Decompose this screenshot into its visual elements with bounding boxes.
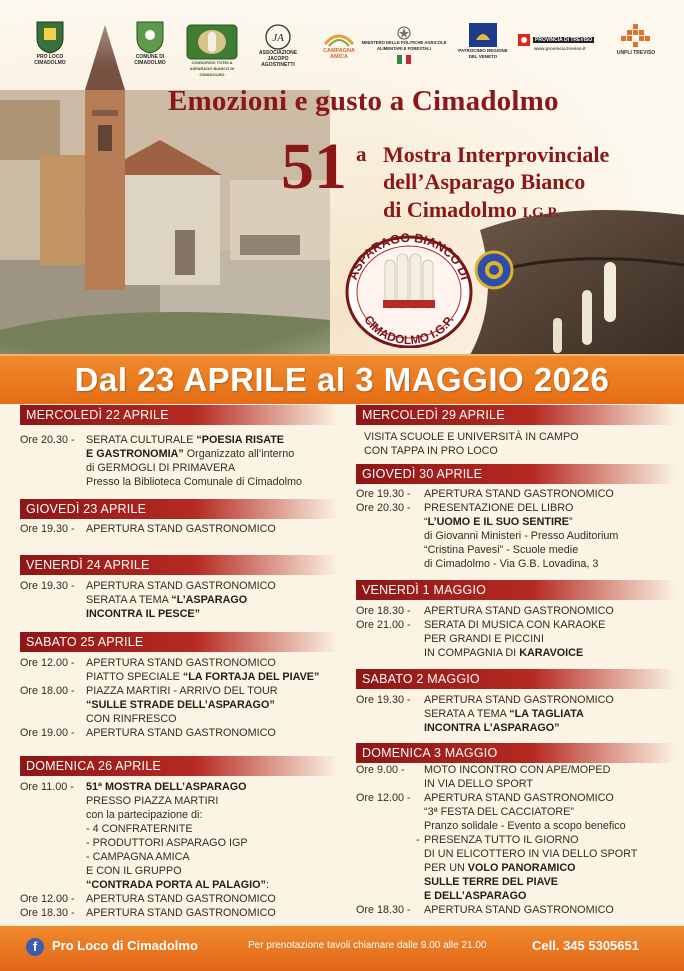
event-text [86,594,247,607]
day-heading: DOMENICA 3 MAGGIO [356,743,676,763]
day-block [20,499,338,535]
event-time: Ore 12.00 - [20,893,75,905]
event-highlight: INCONTRA L’ASPARAGO” [424,722,560,734]
event-text-part: “ [424,516,428,528]
event-text [86,713,177,726]
day-block [356,580,676,659]
event-text [424,605,614,618]
day-heading: GIOVEDÌ 23 APRILE [20,499,338,519]
comune-logo: COMUNE DI CIMADOLMO [130,20,170,66]
event-time: Ore 18.30 - [356,605,411,617]
event-text [424,502,573,515]
event-text-part: MOTO INCONTRO CON APE/MOPED [424,764,611,776]
provincia-treviso-logo: PROVINCIA DI TREVISO www.provincia.treviso.it [518,34,598,52]
event-text-part: APERTURA STAND GASTRONOMICO [424,488,614,500]
event-time: Ore 19.00 - [20,727,75,739]
event-highlight: “L’ASPARAGO [171,594,248,606]
event-text-part: APERTURA STAND GASTRONOMICO [86,907,276,919]
asparagus-badge [345,230,473,348]
event-text [364,431,579,444]
event-text-part: “Cristina Pavesi” - Scuole medie [424,544,579,556]
emblem-icon [397,26,411,40]
event-text-part: CON TAPPA IN PRO LOCO [364,445,498,457]
consorzio-logo: CONSORZIO TUTELA ASPARAGO BIANCO DI CIMADOLMO [184,24,240,78]
consorzio-emblem-icon [186,24,238,60]
subtitle-line-3 [383,197,559,223]
day-block [356,405,676,457]
unpli-dots-icon [621,22,651,50]
event-text [86,809,202,822]
badge-top-text: ASPARAGO BIANCO DI [345,230,473,282]
event-time: Ore 12.00 - [20,657,75,669]
event-text-part: APERTURA STAND GASTRONOMICO [424,792,614,804]
day-heading: MERCOLEDÌ 29 APRILE [356,405,676,425]
event-text-part: PER UN [424,862,468,874]
event-text-part: CON RINFRESCO [86,713,177,725]
event-text [424,722,560,735]
day-heading: DOMENICA 26 APRILE [20,756,338,776]
event-highlight: E GASTRONOMIA” [86,448,184,460]
event-text-part: SERATA A TEMA [86,594,172,606]
event-text-part: APERTURA STAND GASTRONOMICO [424,694,614,706]
ja-logo: JA ASSOCIAZIONE JACOPO AGOSTINETTI [252,24,304,68]
event-text [424,764,610,777]
event-text [424,848,637,861]
italy-flag-icon [397,55,411,64]
shield-icon [35,20,65,54]
event-text-part: - PRODUTTORI ASPARAGO IGP [86,837,248,849]
event-time: Ore 11.00 - [20,781,74,793]
event-text [424,778,533,791]
event-text [424,792,614,805]
facebook-icon[interactable]: f [26,938,44,956]
event-text [424,488,614,501]
day-block [356,669,676,734]
event-text [86,823,193,836]
event-highlight: “SULLE STRADE DELL’ASPARAGO” [86,699,275,711]
pro-loco-logo: PRO LOCO CIMADOLMO [30,20,70,66]
event-text-part: PRESENZA TUTTO IL GIORNO [424,834,579,846]
event-text [86,795,218,808]
event-text-part: PIATTO SPECIALE [86,671,183,683]
event-text-part: E CON IL GRUPPO [86,865,182,877]
event-time: Ore 12.00 - [356,792,411,804]
event-text-part: APERTURA STAND GASTRONOMICO [424,904,614,916]
sponsor-logos [0,18,684,78]
event-text [86,837,248,850]
event-text [86,907,276,920]
event-time: Ore 19.30 - [20,580,75,592]
event-text [86,865,182,878]
event-highlight: “LA TAGLIATA [509,708,584,720]
event-time: Ore 18.00 - [20,685,75,697]
event-text-part: APERTURA STAND GASTRONOMICO [86,893,276,905]
event-text-part: IN VIA DELLO SPORT [424,778,534,790]
event-text-part: APERTURA STAND GASTRONOMICO [424,605,614,617]
event-time: Ore 19.30 - [356,488,411,500]
event-highlight: SULLE TERRE DEL PIAVE [424,876,558,888]
event-time: Ore 20.30 - [20,434,75,446]
footer [0,926,684,971]
day-block [20,555,338,620]
event-time: Ore 9.00 - [356,764,405,776]
event-time: Ore 21.00 - [356,619,411,631]
day-heading: MERCOLEDÌ 22 APRILE [20,405,338,425]
day-block [356,464,676,570]
event-text-part: Pranzo solidale - Evento a scopo benefico [424,820,626,832]
event-time: Ore 18.30 - [356,904,411,916]
crest-icon [135,20,165,54]
day-block [20,756,338,919]
event-time: Ore 19.30 - [356,694,411,706]
event-text [424,516,573,529]
event-time: - [416,834,420,846]
ministero-logo: MINISTERO DELLE POLITICHE AGRICOLE ALIMENTARI E FORESTALI [360,26,448,64]
event-time: Ore 18.30 - [20,907,75,919]
event-text [86,851,190,864]
event-text-part: SERATA CULTURALE [86,434,197,446]
event-highlight: KARAVOICE [519,647,584,659]
edition-superscript: a [356,142,367,166]
edition-number: 51 [281,130,347,203]
event-text [86,462,235,475]
event-highlight: VOLO PANORAMICO [467,862,576,874]
event-text [86,476,302,489]
igp-seal-icon [474,250,514,290]
event-time: Ore 19.30 - [20,523,75,535]
event-text [86,448,294,461]
event-text-part: VISITA SCUOLE E UNIVERSITÀ IN CAMPO [364,431,579,443]
reservation-info: Per prenotazione tavoli chiamare dalle 9.00 alle 21.00 [248,940,487,951]
event-text [424,820,626,833]
subtitle-line-1: Mostra Interprovinciale [383,142,610,167]
lion-crest-icon [468,22,498,48]
day-heading: SABATO 25 APRILE [20,632,338,652]
event-text [424,862,576,875]
event-text-part: di GERMOGLI DI PRIMAVERA [86,462,236,474]
event-text-part: IN COMPAGNIA DI [424,647,520,659]
day-block [356,743,676,916]
event-highlight: “LA FORTAJA DEL PIAVE” [182,671,320,683]
event-text [86,657,276,670]
event-text [424,904,614,917]
event-time: Ore 20.30 - [356,502,411,514]
event-highlight: E DELL’ASPARAGO [424,890,527,902]
subtitle-line-2: dell’Asparago Bianco [383,169,586,194]
event-text-part: di Cimadolmo - Via G.B. Lovadina, 3 [424,558,599,570]
event-text [86,879,269,892]
event-text-part: APERTURA STAND GASTRONOMICO [86,580,276,592]
event-text [424,890,526,903]
event-title: Emozioni e gusto a Cimadolmo [168,85,559,117]
event-text [86,781,247,794]
campagna-amica-logo: CAMPAGNA AMICA [316,26,362,60]
day-block [20,405,338,488]
day-heading: VENERDÌ 1 MAGGIO [356,580,676,600]
event-text-part: Presso la Biblioteca Comunale di Cimadolmo [86,476,303,488]
event-text-part: - 4 CONFRATERNITE [86,823,193,835]
date-range: Dal 23 APRILE al 3 MAGGIO 2026 [74,361,610,398]
event-text [86,608,200,621]
event-text [424,708,584,721]
subtitle-line-3-text: di Cimadolmo [383,197,517,222]
event-text [86,685,278,698]
day-heading: GIOVEDÌ 30 APRILE [356,464,676,484]
event-text [86,893,276,906]
event-text [86,671,319,684]
campagna-amica-icon [321,26,357,48]
event-text [424,647,583,660]
event-text [424,834,579,847]
event-text [424,876,558,889]
event-highlight: INCONTRA IL PESCE” [86,608,200,620]
event-text-part: PIAZZA MARTIRI - ARRIVO DEL TOUR [86,685,278,697]
event-text-part: PER GRANDI E PICCINI [424,633,544,645]
unpli-logo: UNPLI TREVISO [614,22,658,56]
ja-monogram-icon [265,24,291,50]
event-text-part: SERATA A TEMA [424,708,510,720]
event-text-part: APERTURA STAND GASTRONOMICO [86,727,276,739]
day-heading: SABATO 2 MAGGIO [356,669,676,689]
event-text [86,523,276,536]
event-text-part: di Giovanni Ministeri - Presso Auditorium [424,530,619,542]
event-text [364,445,498,458]
event-text [86,434,284,447]
event-text-part: : [265,879,269,891]
proloco-name[interactable]: Pro Loco di Cimadolmo [52,938,198,953]
event-text-part: PRESSO PIAZZA MARTIRI [86,795,219,807]
event-text [424,544,578,557]
event-text-part: “3ª FESTA DEL CACCIATORE” [424,806,574,818]
event-text [86,580,276,593]
event-text [86,699,275,712]
event-text [86,727,276,740]
event-highlight: 51ª MOSTRA DELL’ASPARAGO [86,781,247,793]
igp-label: I.G.P. [522,205,559,221]
badge-bottom-text: CIMADOLMO I.G.P. [361,312,457,348]
event-highlight: L’UOMO E IL SUO SENTIRE [427,516,569,528]
hero-section [0,0,684,355]
event-text [424,694,614,707]
event-text-part: Organizzato all’interno [183,448,295,460]
event-text-part: con la partecipazione di: [86,809,203,821]
event-text [424,806,574,819]
event-highlight: “CONTRADA PORTA AL PALAGIO” [86,879,266,891]
phone-number[interactable]: Cell. 345 5305651 [532,938,639,953]
event-highlight: “POESIA RISATE [196,434,284,446]
day-block [20,632,338,739]
day-heading: VENERDÌ 24 APRILE [20,555,338,575]
provincia-icon [518,34,530,46]
event-text [424,558,598,571]
event-text-part: SERATA DI MUSICA CON KARAOKE [424,619,606,631]
event-text-part: DI UN ELICOTTERO IN VIA DELLO SPORT [424,848,638,860]
regione-veneto-logo: PATROCINIO REGIONE DEL VENETO [454,22,512,60]
event-text-part: - CAMPAGNA AMICA [86,851,190,863]
event-text-part: PRESENTAZIONE DEL LIBRO [424,502,574,514]
svg-text:JA: JA [272,32,284,44]
event-text-part: APERTURA STAND GASTRONOMICO [86,657,276,669]
date-banner [0,354,684,404]
event-text [424,530,618,543]
event-text [424,633,544,646]
event-text-part: ” [569,516,573,528]
event-text [424,619,605,632]
event-text-part: APERTURA STAND GASTRONOMICO [86,523,276,535]
